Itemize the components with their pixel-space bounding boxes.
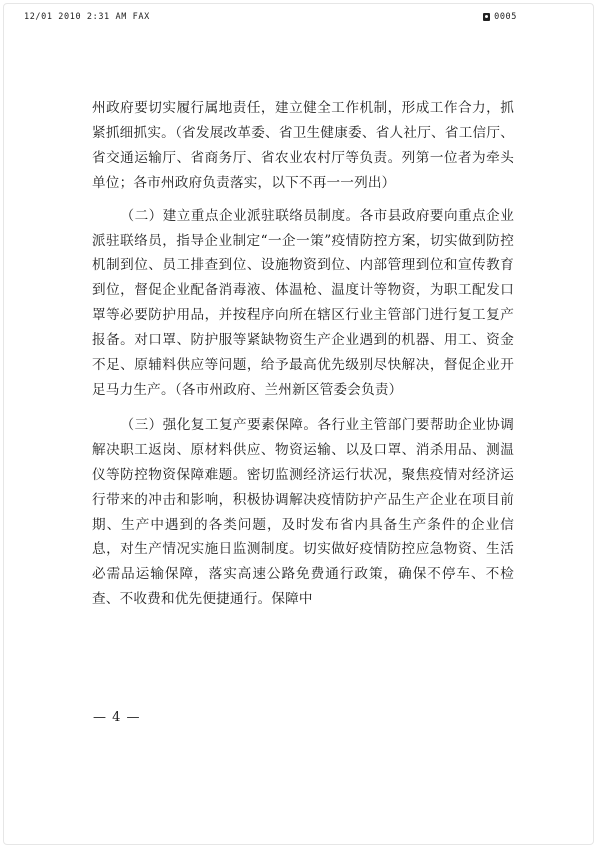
paragraph-section-2: （二）建立重点企业派驻联络员制度。各市县政府要向重点企业派驻联络员，指导企业制定“一企一策”疫情防控方案，切实做到防控机制到位、员工排查到位、设施物资到位、内部管理到位和宣传教育到位，督促企业配备消毒液、体温枪、温度计等物资，为职工配发口罩等必要防护用品，并按程序向所在辖区行业主管部门进行复工复产报备。对口罩、防护服等紧缺物资生产企业遇到的机器、用工、资金不足、原辅料供应等问题，给予最高优先级别尽快解决，督促企业开足马力生产。（各市州政府、兰州新区管委会负责） [92,207,514,398]
document-body [92,96,514,612]
fax-timestamp: 12/01 2010 2:31 AM FAX [24,12,150,22]
paragraph-continuation: 州政府要切实履行属地责任，建立健全工作机制，形成工作合力，抓紧抓细抓实。（省发展改革委、省卫生健康委、省人社厅、省工信厅、省交通运输厅、省商务厅、省农业农村厅等负责。列第一位者为牵头单位；各市州政府负责落实，以下不再一一列出） [92,100,514,191]
fax-icon [483,13,490,21]
fax-page-code: 0005 [494,12,517,22]
fax-page-indicator [483,12,517,22]
paragraph-section-3: （三）强化复工复产要素保障。各行业主管部门要帮助企业协调解决职工返岗、原材料供应、物资运输、以及口罩、消杀用品、测温仪等防控物资保障难题。密切监测经济运行状况，聚焦疫情对经济运行带来的冲击和影响，积极协调解决疫情防护产品生产企业在项目前期、生产中遇到的各类问题，及时发布省内具备生产条件的企业信息，对生产情况实施日监测制度。切实做好疫情防控应急物资、生活必需品运输保障，落实高速公路免费通行政策，确保不停车、不检查、不收费和优先便捷通行。保障中 [92,416,514,608]
page-number: — 4 — [93,710,141,725]
fax-header [24,10,517,24]
